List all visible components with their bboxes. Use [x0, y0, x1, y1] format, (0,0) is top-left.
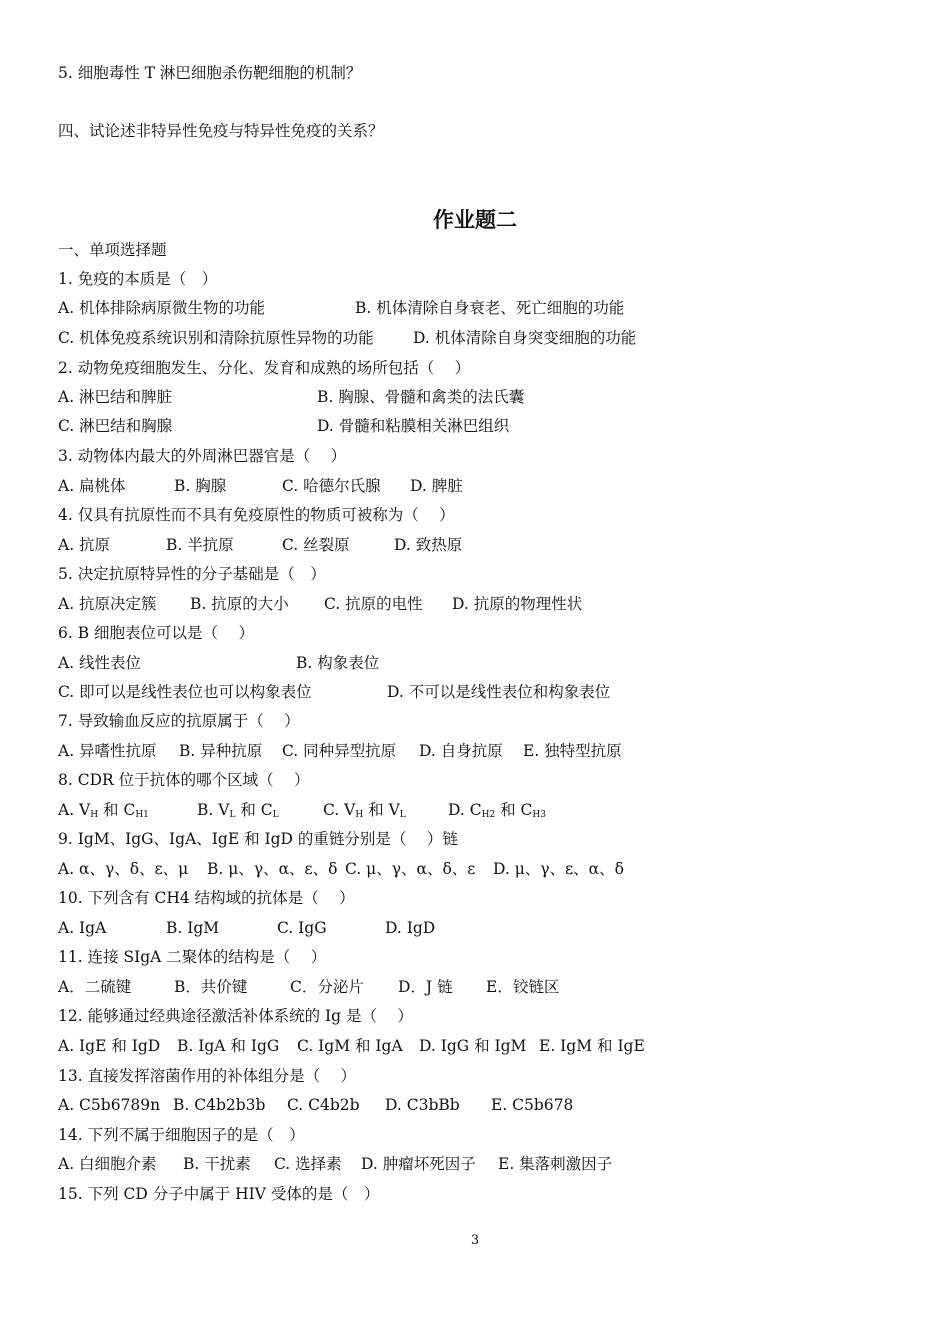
- question-5-stem: 5. 决定抗原特异性的分子基础是（ ）: [58, 565, 326, 583]
- question-11-stem: 11. 连接 SIgA 二聚体的结构是（ ）: [58, 948, 327, 966]
- option-a-text2: 和 C: [98, 801, 136, 819]
- option-c: C. IgM 和 IgA: [297, 1037, 403, 1055]
- option-d: D. C3bBb: [385, 1096, 460, 1114]
- option-a: A. 扁桃体: [58, 477, 126, 495]
- option-c: C. 选择素: [274, 1155, 342, 1173]
- question-4-stem: 4. 仅具有抗原性而不具有免疫原性的物质可被称为（ ）: [58, 506, 455, 524]
- question-1-stem: 1. 免疫的本质是（ ）: [58, 270, 218, 288]
- option-c-sub2: L: [399, 810, 406, 820]
- option-c: [323, 800, 406, 820]
- option-b-text: B. V: [197, 801, 230, 819]
- option-c: C．分泌片: [290, 978, 364, 996]
- option-a: [58, 800, 149, 820]
- option-b: B. 抗原的大小: [190, 595, 289, 613]
- question-10-stem: 10. 下列含有 CH4 结构域的抗体是（ ）: [58, 889, 355, 907]
- option-b: B. 胸腺、骨髓和禽类的法氏囊: [317, 388, 525, 406]
- option-c: C. 哈德尔氏腺: [282, 477, 381, 495]
- option-d: D. 骨髓和粘膜相关淋巴组织: [317, 417, 510, 435]
- option-a: A. 淋巴结和脾脏: [58, 388, 173, 406]
- question-13-stem: 13. 直接发挥溶菌作用的补体组分是（ ）: [58, 1067, 357, 1085]
- option-c-sub1: H: [355, 810, 364, 820]
- option-b: B．共价键: [174, 978, 248, 996]
- question-12-stem: 12. 能够通过经典途径激活补体系统的 Ig 是（ ）: [58, 1007, 413, 1025]
- option-b: B. μ、γ、α、ε、δ: [207, 860, 338, 878]
- option-b: [197, 800, 279, 820]
- section-4-text: 四、试论述非特异性免疫与特异性免疫的关系？: [58, 122, 384, 140]
- option-a: A. 异嗜性抗原: [58, 742, 157, 760]
- section-1-heading: 一、单项选择题: [58, 241, 167, 259]
- option-b: B. 胸腺: [174, 477, 227, 495]
- page-number: 3: [470, 1233, 480, 1248]
- option-b: B. IgM: [166, 919, 220, 937]
- option-b-sub2: L: [272, 810, 279, 820]
- option-b: B. 机体清除自身衰老、死亡细胞的功能: [355, 299, 625, 317]
- option-c: C. μ、γ、α、δ、ε: [345, 860, 476, 878]
- question-5-text: 5. 细胞毒性 T 淋巴细胞杀伤靶细胞的机制？: [58, 64, 362, 82]
- option-a: A. IgE 和 IgD: [58, 1037, 161, 1055]
- option-d-sub1: H2: [481, 810, 496, 820]
- option-a: A. IgA: [58, 919, 107, 937]
- option-c: C. IgG: [277, 919, 327, 937]
- option-d: D. 不可以是线性表位和构象表位: [387, 683, 611, 701]
- question-7-stem: 7. 导致输血反应的抗原属于（ ）: [58, 712, 300, 730]
- option-d: D. IgD: [385, 919, 436, 937]
- option-d: D. 脾脏: [410, 477, 463, 495]
- question-2-stem: 2. 动物免疫细胞发生、分化、发育和成熟的场所包括（ ）: [58, 359, 471, 377]
- option-d: [448, 800, 546, 820]
- option-d: D. 自身抗原: [419, 742, 503, 760]
- option-d-sub2: H3: [532, 810, 546, 820]
- option-b-sub1: L: [229, 810, 236, 820]
- option-e: E. 独特型抗原: [523, 742, 622, 760]
- option-a: A. 抗原: [58, 536, 111, 554]
- option-a: A. 线性表位: [58, 654, 142, 672]
- option-b: B. 干扰素: [183, 1155, 251, 1173]
- option-a: A. C5b6789n: [58, 1096, 161, 1114]
- option-e: E. 集落刺激因子: [498, 1155, 613, 1173]
- option-a: A. 机体排除病原微生物的功能: [58, 299, 266, 317]
- question-8-stem: 8. CDR 位于抗体的哪个区域（ ）: [58, 771, 310, 789]
- option-e: E. C5b678: [491, 1096, 574, 1114]
- option-a: A．二硫键: [58, 978, 132, 996]
- option-d-text: D. C: [448, 801, 482, 819]
- option-d: D. μ、γ、ε、α、δ: [493, 860, 624, 878]
- option-d: D. 抗原的物理性状: [452, 595, 583, 613]
- option-c: C. 机体免疫系统识别和清除抗原性异物的功能: [58, 329, 374, 347]
- option-c-text2: 和 V: [363, 801, 400, 819]
- option-d: D. 肿瘤坏死因子: [361, 1155, 476, 1173]
- homework-title: 作业题二: [433, 208, 517, 232]
- option-b-text2: 和 C: [235, 801, 273, 819]
- question-9-stem: 9. IgM、IgG、IgA、IgE 和 IgD 的重链分别是（ ）链: [58, 830, 458, 848]
- option-b: B. C4b2b3b: [173, 1096, 266, 1114]
- option-a-sub2: H1: [135, 810, 149, 820]
- option-b: B. IgA 和 IgG: [177, 1037, 280, 1055]
- option-d: D. 致热原: [394, 536, 463, 554]
- option-c: C. 淋巴结和胸腺: [58, 417, 173, 435]
- option-a: A. 抗原决定簇: [58, 595, 157, 613]
- option-d: D．J 链: [398, 978, 453, 996]
- option-c-text: C. V: [323, 801, 356, 819]
- option-c: C. C4b2b: [287, 1096, 360, 1114]
- option-a-text: A. V: [58, 801, 91, 819]
- option-e: E．铰链区: [486, 978, 560, 996]
- option-a-sub1: H: [90, 810, 99, 820]
- option-b: B. 构象表位: [296, 654, 380, 672]
- option-b: B. 半抗原: [166, 536, 234, 554]
- option-d-text2: 和 C: [495, 801, 533, 819]
- option-d: D. 机体清除自身突变细胞的功能: [413, 329, 637, 347]
- question-15-stem: 15. 下列 CD 分子中属于 HIV 受体的是（ ）: [58, 1185, 380, 1203]
- option-c: C. 抗原的电性: [324, 595, 423, 613]
- option-d: D. IgG 和 IgM: [419, 1037, 527, 1055]
- option-e: E. IgM 和 IgE: [539, 1037, 645, 1055]
- option-c: C. 丝裂原: [282, 536, 350, 554]
- question-3-stem: 3. 动物体内最大的外周淋巴器官是（ ）: [58, 447, 347, 465]
- option-c: C. 即可以是线性表位也可以构象表位: [58, 683, 312, 701]
- option-c: C. 同种异型抗原: [282, 742, 397, 760]
- question-14-stem: 14. 下列不属于细胞因子的是（ ）: [58, 1126, 305, 1144]
- option-b: B. 异种抗原: [179, 742, 263, 760]
- question-6-stem: 6. B 细胞表位可以是（ ）: [58, 624, 254, 642]
- option-a: A. 白细胞介素: [58, 1155, 157, 1173]
- option-a: A. α、γ、δ、ε、μ: [58, 860, 189, 878]
